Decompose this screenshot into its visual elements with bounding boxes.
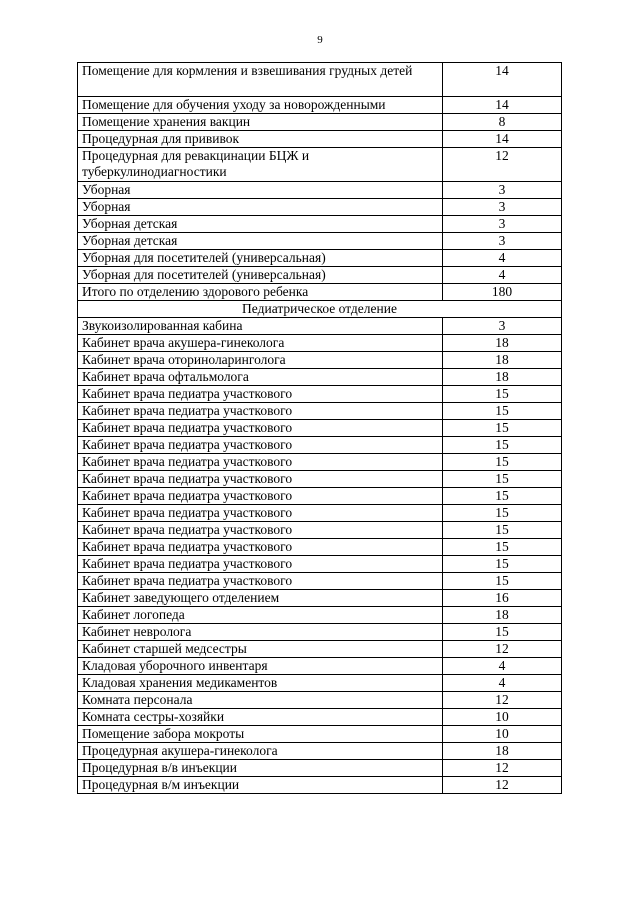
table-row [78,573,562,590]
room-name-cell: Процедурная для прививок [78,131,443,148]
area-value-cell: 3 [443,318,562,335]
room-name-cell: Кабинет заведующего отделением [78,590,443,607]
table-row [78,148,562,182]
table-row [78,624,562,641]
table-body [78,63,562,794]
room-name-cell: Кабинет невролога [78,624,443,641]
section-row [78,301,562,318]
table-row [78,760,562,777]
area-value-cell: 15 [443,624,562,641]
area-value-cell: 15 [443,437,562,454]
area-value-cell: 12 [443,692,562,709]
room-name-cell: Итого по отделению здорового ребенка [78,284,443,301]
table-row [78,743,562,760]
room-name-cell: Кабинет врача педиатра участкового [78,403,443,420]
room-name-cell: Уборная [78,182,443,199]
table-row [78,250,562,267]
area-value-cell: 14 [443,131,562,148]
area-value-cell: 4 [443,675,562,692]
area-value-cell: 16 [443,590,562,607]
area-value-cell: 15 [443,573,562,590]
table-row [78,97,562,114]
room-name-cell: Помещение забора мокроты [78,726,443,743]
area-value-cell: 15 [443,454,562,471]
room-name-cell: Процедурная акушера-гинеколога [78,743,443,760]
area-value-cell: 12 [443,760,562,777]
table-row [78,369,562,386]
room-name-cell: Кабинет врача педиатра участкового [78,522,443,539]
room-name-cell: Процедурная для ревакцинации БЦЖ и туберкулинодиагностики [78,148,443,182]
room-name-cell: Кабинет врача педиатра участкового [78,556,443,573]
table-row [78,114,562,131]
table-row [78,777,562,794]
area-value-cell: 15 [443,420,562,437]
room-name-cell: Уборная детская [78,216,443,233]
area-value-cell: 3 [443,216,562,233]
room-name-cell: Кабинет врача педиатра участкового [78,471,443,488]
room-name-cell: Помещение для обучения уходу за новорожденными [78,97,443,114]
area-value-cell: 12 [443,641,562,658]
area-value-cell: 14 [443,63,562,97]
room-name-cell: Уборная для посетителей (универсальная) [78,250,443,267]
area-value-cell: 15 [443,522,562,539]
table-row [78,675,562,692]
table-row [78,335,562,352]
section-title: Педиатрическое отделение [78,301,562,318]
room-name-cell: Кабинет врача педиатра участкового [78,539,443,556]
table-row [78,471,562,488]
area-value-cell: 15 [443,488,562,505]
table-row [78,522,562,539]
area-value-cell: 8 [443,114,562,131]
table-row [78,658,562,675]
room-name-cell: Процедурная в/в инъекции [78,760,443,777]
area-value-cell: 18 [443,335,562,352]
area-value-cell: 15 [443,556,562,573]
area-value-cell: 18 [443,743,562,760]
table-row [78,352,562,369]
area-value-cell: 12 [443,777,562,794]
room-name-cell: Кабинет врача педиатра участкового [78,437,443,454]
room-name-cell: Процедурная в/м инъекции [78,777,443,794]
table-row [78,607,562,624]
table-row [78,641,562,658]
table-row [78,216,562,233]
room-name-cell: Уборная [78,199,443,216]
area-value-cell: 18 [443,369,562,386]
area-value-cell: 10 [443,709,562,726]
table-row [78,726,562,743]
table-row [78,454,562,471]
table-row [78,199,562,216]
room-name-cell: Кабинет врача педиатра участкового [78,488,443,505]
area-value-cell: 12 [443,148,562,182]
area-value-cell: 4 [443,250,562,267]
table-row [78,437,562,454]
area-value-cell: 3 [443,233,562,250]
area-value-cell: 15 [443,539,562,556]
table-row [78,420,562,437]
page-number: 9 [317,34,323,46]
room-name-cell: Кабинет логопеда [78,607,443,624]
table-row [78,488,562,505]
area-value-cell: 3 [443,199,562,216]
area-value-cell: 18 [443,352,562,369]
area-value-cell: 15 [443,471,562,488]
room-name-cell: Комната персонала [78,692,443,709]
area-value-cell: 180 [443,284,562,301]
table-row [78,590,562,607]
table-row [78,233,562,250]
table-row [78,539,562,556]
room-name-cell: Кабинет врача педиатра участкового [78,454,443,471]
area-value-cell: 4 [443,267,562,284]
room-name-cell: Комната сестры-хозяйки [78,709,443,726]
room-name-cell: Кабинет старшей медсестры [78,641,443,658]
table-row [78,692,562,709]
table-row [78,709,562,726]
table-row [78,63,562,97]
table-row [78,267,562,284]
area-value-cell: 14 [443,97,562,114]
table-row [78,318,562,335]
room-name-cell: Помещение для кормления и взвешивания грудных детей [78,63,443,97]
area-value-cell: 15 [443,505,562,522]
room-name-cell: Кабинет врача акушера-гинеколога [78,335,443,352]
area-value-cell: 15 [443,403,562,420]
room-name-cell: Кабинет врача офтальмолога [78,369,443,386]
room-name-cell: Уборная детская [78,233,443,250]
table-row [78,505,562,522]
area-value-cell: 18 [443,607,562,624]
table-row [78,131,562,148]
table-row [78,556,562,573]
room-name-cell: Уборная для посетителей (универсальная) [78,267,443,284]
room-name-cell: Кабинет врача педиатра участкового [78,505,443,522]
area-value-cell: 4 [443,658,562,675]
area-value-cell: 15 [443,386,562,403]
table-row [78,182,562,199]
room-name-cell: Помещение хранения вакцин [78,114,443,131]
room-name-cell: Кабинет врача педиатра участкового [78,386,443,403]
table-row [78,403,562,420]
room-name-cell: Кабинет врача оториноларинголога [78,352,443,369]
room-name-cell: Кладовая хранения медикаментов [78,675,443,692]
room-name-cell: Кладовая уборочного инвентаря [78,658,443,675]
room-name-cell: Кабинет врача педиатра участкового [78,420,443,437]
table-row [78,386,562,403]
table-row [78,284,562,301]
rooms-table [77,62,562,794]
room-name-cell: Кабинет врача педиатра участкового [78,573,443,590]
area-value-cell: 10 [443,726,562,743]
area-value-cell: 3 [443,182,562,199]
room-name-cell: Звукоизолированная кабина [78,318,443,335]
